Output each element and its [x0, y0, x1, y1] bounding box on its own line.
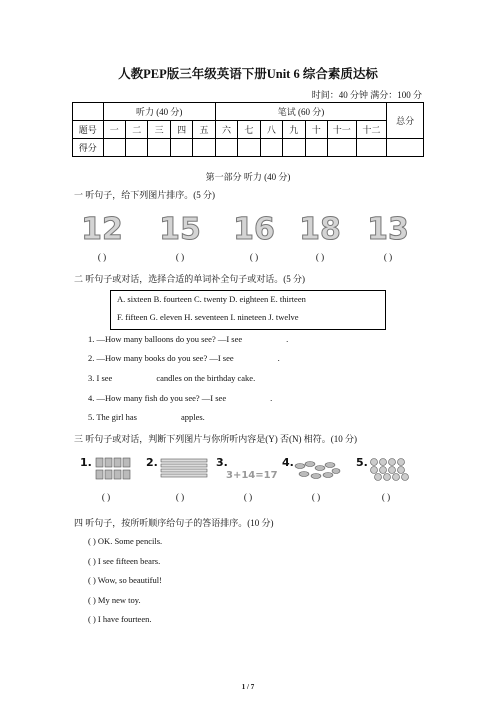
q3-label: 2.	[146, 456, 158, 469]
writing-header: 笔试 (60 分)	[215, 103, 386, 121]
number-16: 16	[233, 212, 275, 246]
col-9: 九	[283, 121, 305, 139]
q3-answer-blank[interactable]: ( )	[381, 492, 391, 502]
score-table	[72, 102, 424, 157]
q2-heading: 二 听句子或对话，选择合适的单词补全句子或对话。(5 分)	[74, 274, 305, 284]
col-7: 七	[238, 121, 260, 139]
col-11: 十一	[327, 121, 356, 139]
q1-answer-blank[interactable]: ( )	[315, 252, 325, 262]
col-3: 三	[148, 121, 170, 139]
equation-picture: 3+14=17	[226, 470, 278, 481]
row-label-number: 题号	[73, 121, 104, 139]
q1-answer-blank[interactable]: ( )	[383, 252, 393, 262]
q4-item[interactable]: ( ) OK. Some pencils.	[88, 536, 163, 546]
row-label-score: 得分	[73, 139, 104, 157]
q1-heading: 一 听句子，给下列图片排序。(5 分)	[74, 190, 215, 200]
number-12: 12	[81, 212, 123, 246]
number-13: 13	[367, 212, 409, 246]
q3-answer-blank[interactable]: ( )	[101, 492, 111, 502]
number-picture	[232, 208, 276, 246]
animals-picture	[94, 456, 134, 482]
listening-header: 听力 (40 分)	[103, 103, 215, 121]
q2-sentence: 5. The girl has apples.	[88, 412, 205, 422]
col-10: 十	[305, 121, 327, 139]
col-6: 六	[215, 121, 237, 139]
q1-answer-blank[interactable]: ( )	[175, 252, 185, 262]
q2-sentence: 2. —How many books do you see? —I see .	[88, 353, 280, 363]
col-2: 二	[126, 121, 148, 139]
col-1: 一	[103, 121, 125, 139]
page-title: 人教PEP版三年级英语下册Unit 6 综合素质达标	[118, 67, 378, 81]
q2-sentence: 3. I see candles on the birthday cake.	[88, 373, 256, 383]
col-4: 四	[170, 121, 192, 139]
q4-item[interactable]: ( ) I have fourteen.	[88, 614, 152, 624]
col-12: 十二	[356, 121, 387, 139]
word-options-box	[110, 290, 386, 330]
exam-meta: 时间：40 分钟 满分：100 分	[311, 90, 422, 100]
number-15: 15	[159, 212, 201, 246]
number-picture	[298, 208, 342, 246]
word-options-row: F. fifteen G. eleven H. seventeen I. nineteen J. twelve	[117, 312, 299, 322]
q3-answer-blank[interactable]: ( )	[311, 492, 321, 502]
q3-label: 1.	[80, 456, 92, 469]
page-number: 1 / 7	[241, 683, 255, 691]
number-picture	[366, 208, 410, 246]
q3-heading: 三 听句子或对话，判断下列图片与你所听内容是(Y) 否(N) 相符。(10 分)	[74, 434, 357, 444]
pencils-picture	[160, 456, 208, 482]
q3-label: 3.	[216, 456, 228, 469]
balls-picture	[368, 456, 412, 482]
q4-item[interactable]: ( ) I see fifteen bears.	[88, 556, 161, 566]
q3-answer-blank[interactable]: ( )	[243, 492, 253, 502]
q4-item[interactable]: ( ) My new toy.	[88, 595, 141, 605]
fish-picture	[292, 456, 342, 482]
q3-label: 5.	[356, 456, 368, 469]
q2-sentence: 4. —How many fish do you see? —I see .	[88, 393, 273, 403]
number-18: 18	[299, 212, 341, 246]
q1-answer-blank[interactable]: ( )	[249, 252, 259, 262]
q1-answer-blank[interactable]: ( )	[97, 252, 107, 262]
number-picture	[158, 208, 202, 246]
part-one-heading: 第一部分 听力 (40 分)	[205, 172, 291, 182]
col-8: 八	[260, 121, 282, 139]
total-header: 总分	[387, 103, 424, 139]
col-5: 五	[193, 121, 215, 139]
q3-answer-blank[interactable]: ( )	[175, 492, 185, 502]
q4-heading: 四 听句子，按所听顺序给句子的答语排序。(10 分)	[74, 518, 274, 528]
q2-sentence: 1. —How many balloons do you see? —I see .	[88, 334, 289, 344]
q3-label: 4.	[282, 456, 294, 469]
q4-item[interactable]: ( ) Wow, so beautiful!	[88, 575, 162, 585]
number-picture	[80, 208, 124, 246]
word-options-row: A. sixteen B. fourteen C. twenty D. eighteen E. thirteen	[117, 294, 306, 304]
